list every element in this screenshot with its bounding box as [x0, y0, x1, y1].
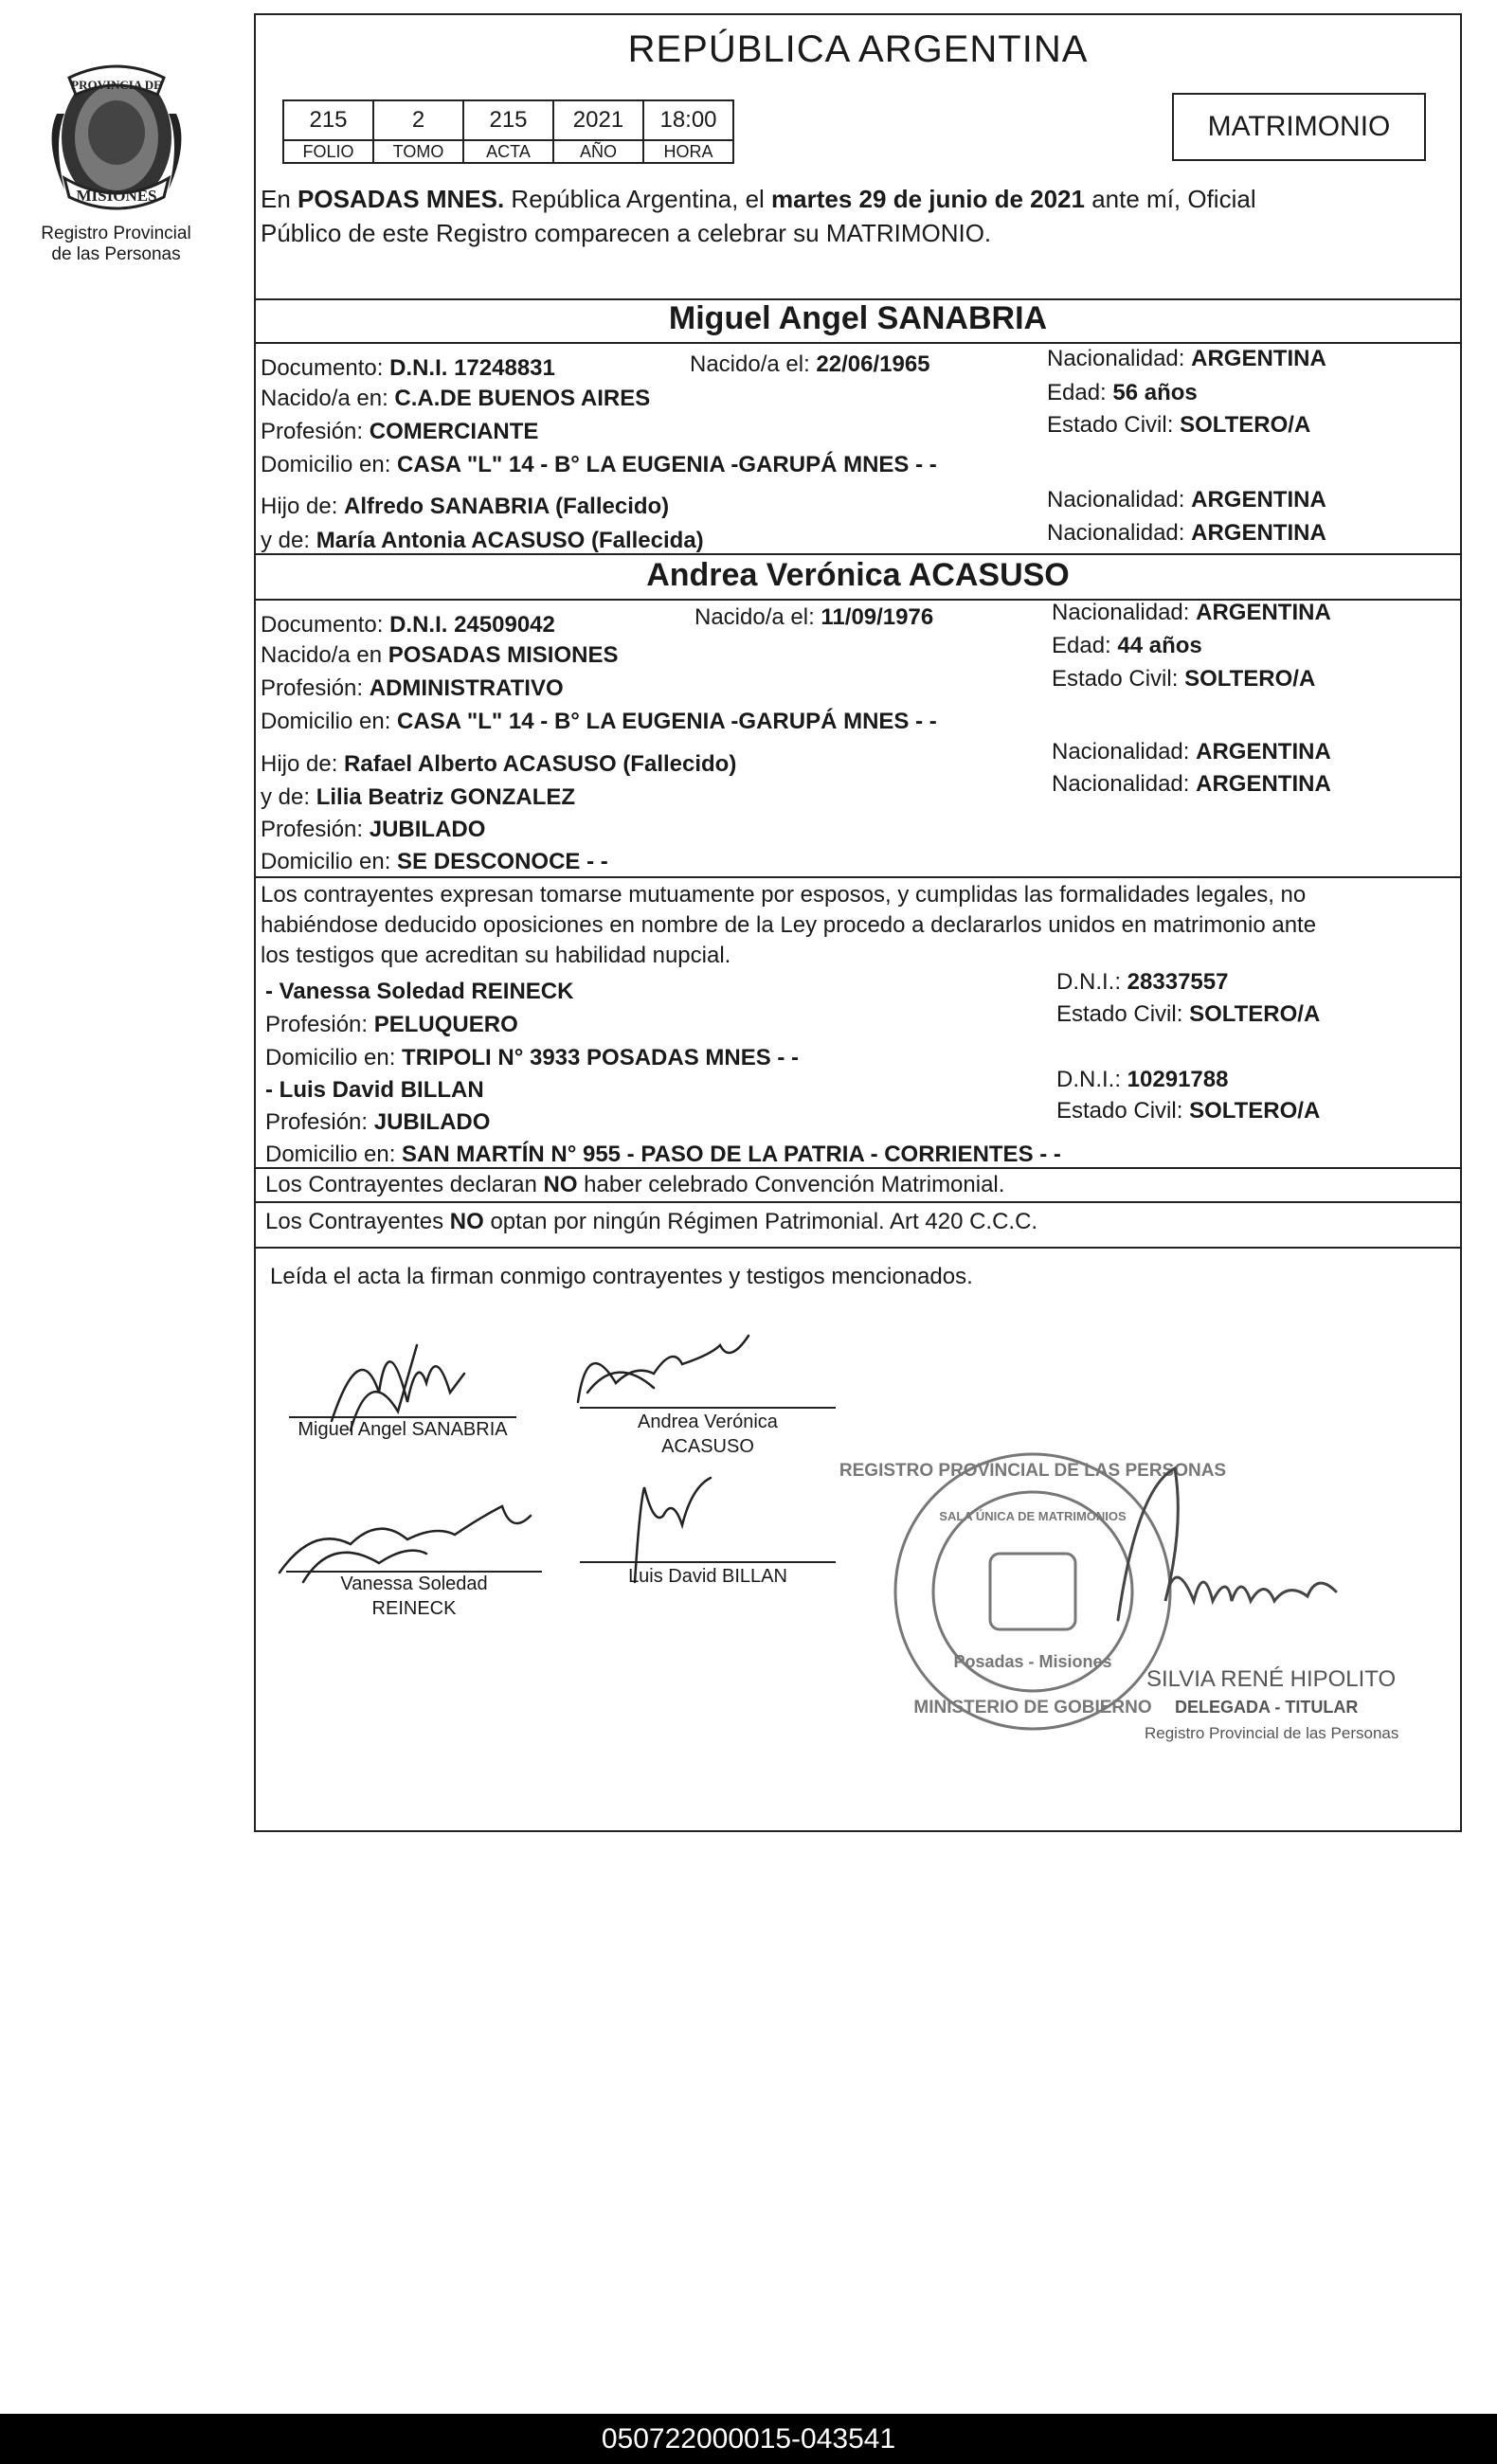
spouse1-mother-nationality: Nacionalidad: ARGENTINA	[1047, 520, 1326, 546]
spouse2-profession: Profesión: ADMINISTRATIVO	[261, 675, 564, 701]
declaration-line1: Los contrayentes expresan tomarse mutuamente por esposos, y cumplidas las formalidades legales, no	[261, 882, 1307, 908]
intro-paragraph: En POSADAS MNES. República Argentina, el martes 29 de junio de 2021 ante mí, Oficial Público de este Registro comparecen a celebrar su MATRIMONIO.	[261, 182, 1459, 250]
spouse2-mother: y de: Lilia Beatriz GONZALEZ	[261, 784, 576, 810]
registry-table	[282, 99, 734, 164]
witness1-profession: Profesión: PELUQUERO	[265, 1012, 518, 1037]
acta-label: ACTA	[463, 140, 553, 163]
spouse2-mother-nationality: Nacionalidad: ARGENTINA	[1052, 771, 1331, 797]
spouse1-address: Domicilio en: CASA "L" 14 - B° LA EUGENIA -GARUPÁ MNES - -	[261, 452, 937, 477]
ano-value: 2021	[553, 100, 643, 140]
document-type-box: MATRIMONIO	[1172, 93, 1426, 161]
witness1-address: Domicilio en: TRIPOLI N° 3933 POSADAS MNES - -	[265, 1045, 800, 1070]
intro-line2: Público de este Registro comparecen a celebrar su MATRIMONIO.	[261, 219, 992, 247]
svg-text:MISIONES: MISIONES	[76, 187, 157, 205]
convention-line1: Los Contrayentes declaran NO haber celebrado Convención Matrimonial.	[265, 1172, 1005, 1197]
folio-value: 215	[283, 100, 373, 140]
spouse2-age: Edad: 44 años	[1052, 633, 1202, 658]
spouse2-father-nationality: Nacionalidad: ARGENTINA	[1052, 739, 1331, 764]
divider	[254, 1247, 1462, 1249]
spouse1-age: Edad: 56 años	[1047, 380, 1198, 405]
spouse1-name: Miguel Angel SANABRIA	[668, 300, 1048, 336]
tomo-value: 2	[373, 100, 463, 140]
signature-label-witness1: Vanessa Soledad REINECK	[340, 1574, 488, 1619]
declaration-line3: los testigos que acreditan su habilidad nupcial.	[261, 943, 731, 968]
spouse1-mother: y de: María Antonia ACASUSO (Fallecida)	[261, 528, 704, 553]
divider	[254, 876, 1462, 878]
spouse1-father: Hijo de: Alfredo SANABRIA (Fallecido)	[261, 494, 670, 519]
divider	[254, 342, 1462, 344]
signature-line	[580, 1561, 836, 1563]
witness2-civil-status: Estado Civil: SOLTERO/A	[1056, 1098, 1321, 1124]
signature-label-spouse2: Andrea Verónica ACASUSO	[638, 1412, 778, 1457]
hora-value: 18:00	[643, 100, 733, 140]
declaration-paragraph	[261, 880, 1316, 971]
signature-label-spouse1: Miguel Angel SANABRIA	[298, 1419, 508, 1440]
spouse1-civil-status: Estado Civil: SOLTERO/A	[1047, 412, 1311, 438]
logo-caption-line2: de las Personas	[51, 244, 181, 264]
hora-label: HORA	[643, 140, 733, 163]
tomo-label: TOMO	[373, 140, 463, 163]
witness1-civil-status: Estado Civil: SOLTERO/A	[1056, 1001, 1321, 1027]
svg-text:REGISTRO PROVINCIAL DE LAS PER: REGISTRO PROVINCIAL DE LAS PERSONAS	[839, 1461, 1227, 1481]
signatures-intro: Leída el acta la firman conmigo contrayentes y testigos mencionados.	[270, 1264, 973, 1289]
svg-text:DELEGADA - TITULAR: DELEGADA - TITULAR	[1175, 1698, 1359, 1717]
svg-text:Posadas - Misiones: Posadas - Misiones	[953, 1652, 1112, 1671]
witness2-address: Domicilio en: SAN MARTÍN N° 955 - PASO DE LA PATRIA - CORRIENTES - -	[265, 1142, 1061, 1167]
svg-text:SALA ÚNICA DE MATRIMONIOS: SALA ÚNICA DE MATRIMONIOS	[939, 1509, 1127, 1523]
witness2-profession: Profesión: JUBILADO	[265, 1109, 491, 1135]
svg-text:MINISTERIO DE GOBIERNO: MINISTERIO DE GOBIERNO	[913, 1698, 1152, 1718]
divider	[254, 1167, 1462, 1169]
spouse1-profession: Profesión: COMERCIANTE	[261, 419, 539, 444]
intro-date: martes 29 de junio de 2021	[771, 185, 1085, 213]
spouse2-mother-address: Domicilio en: SE DESCONOCE - -	[261, 849, 608, 874]
signature-line	[580, 1407, 836, 1409]
folio-label: FOLIO	[283, 140, 373, 163]
divider	[254, 553, 1462, 555]
spouse1-nationality: Nacionalidad: ARGENTINA	[1047, 346, 1326, 371]
spouse2-doc: Documento: D.N.I. 24509042	[261, 612, 555, 638]
signature-label-witness2: Luis David BILLAN	[628, 1566, 787, 1587]
spouse1-father-nationality: Nacionalidad: ARGENTINA	[1047, 487, 1326, 513]
declaration-line2: habiéndose deducido oposiciones en nombre de la Ley procedo a declararlos unidos en matrimonio ante	[261, 912, 1317, 938]
spouse2-father: Hijo de: Rafael Alberto ACASUSO (Fallecido)	[261, 751, 737, 777]
intro-city: POSADAS MNES.	[298, 185, 505, 213]
spouse2-address: Domicilio en: CASA "L" 14 - B° LA EUGENIA -GARUPÁ MNES - -	[261, 709, 937, 734]
acta-value: 215	[463, 100, 553, 140]
registry-round-stamp-icon	[839, 1412, 1440, 1772]
witness2-name: - Luis David BILLAN	[265, 1077, 484, 1103]
svg-text:SILVIA RENÉ HIPOLITO: SILVIA RENÉ HIPOLITO	[1146, 1666, 1397, 1692]
svg-text:Registro Provincial de las Per: Registro Provincial de las Personas	[1145, 1724, 1399, 1742]
ano-label: AÑO	[553, 140, 643, 163]
witness1-name: - Vanessa Soledad REINECK	[265, 979, 574, 1004]
logo-caption	[9, 224, 223, 265]
spouse2-name: Andrea Verónica ACASUSO	[646, 557, 1070, 593]
spouse1-doc: Documento: D.N.I. 17248831	[261, 355, 555, 381]
witness1-dni: D.N.I.: 28337557	[1056, 969, 1229, 995]
spouse1-birth-date: Nacido/a el: 22/06/1965	[690, 351, 930, 377]
witness2-dni: D.N.I.: 10291788	[1056, 1067, 1229, 1092]
logo-caption-line1: Registro Provincial	[41, 224, 191, 243]
spouse2-birthplace: Nacido/a en POSADAS MISIONES	[261, 642, 619, 668]
page-title: REPÚBLICA ARGENTINA	[627, 28, 1089, 70]
spouse2-mother-profession: Profesión: JUBILADO	[261, 817, 486, 842]
svg-text:PROVINCIA DE: PROVINCIA DE	[71, 78, 162, 92]
spouse2-civil-status: Estado Civil: SOLTERO/A	[1052, 666, 1316, 692]
spouse2-nationality: Nacionalidad: ARGENTINA	[1052, 600, 1331, 625]
convention-line2: Los Contrayentes NO optan por ningún Régimen Patrimonial. Art 420 C.C.C.	[265, 1209, 1038, 1234]
barcode-number: 050722000015-043541	[601, 2423, 896, 2455]
divider	[254, 1201, 1462, 1203]
provincial-seal-icon	[36, 57, 197, 218]
spouse1-birthplace: Nacido/a en: C.A.DE BUENOS AIRES	[261, 386, 651, 411]
spouse2-birth-date: Nacido/a el: 11/09/1976	[694, 604, 934, 630]
